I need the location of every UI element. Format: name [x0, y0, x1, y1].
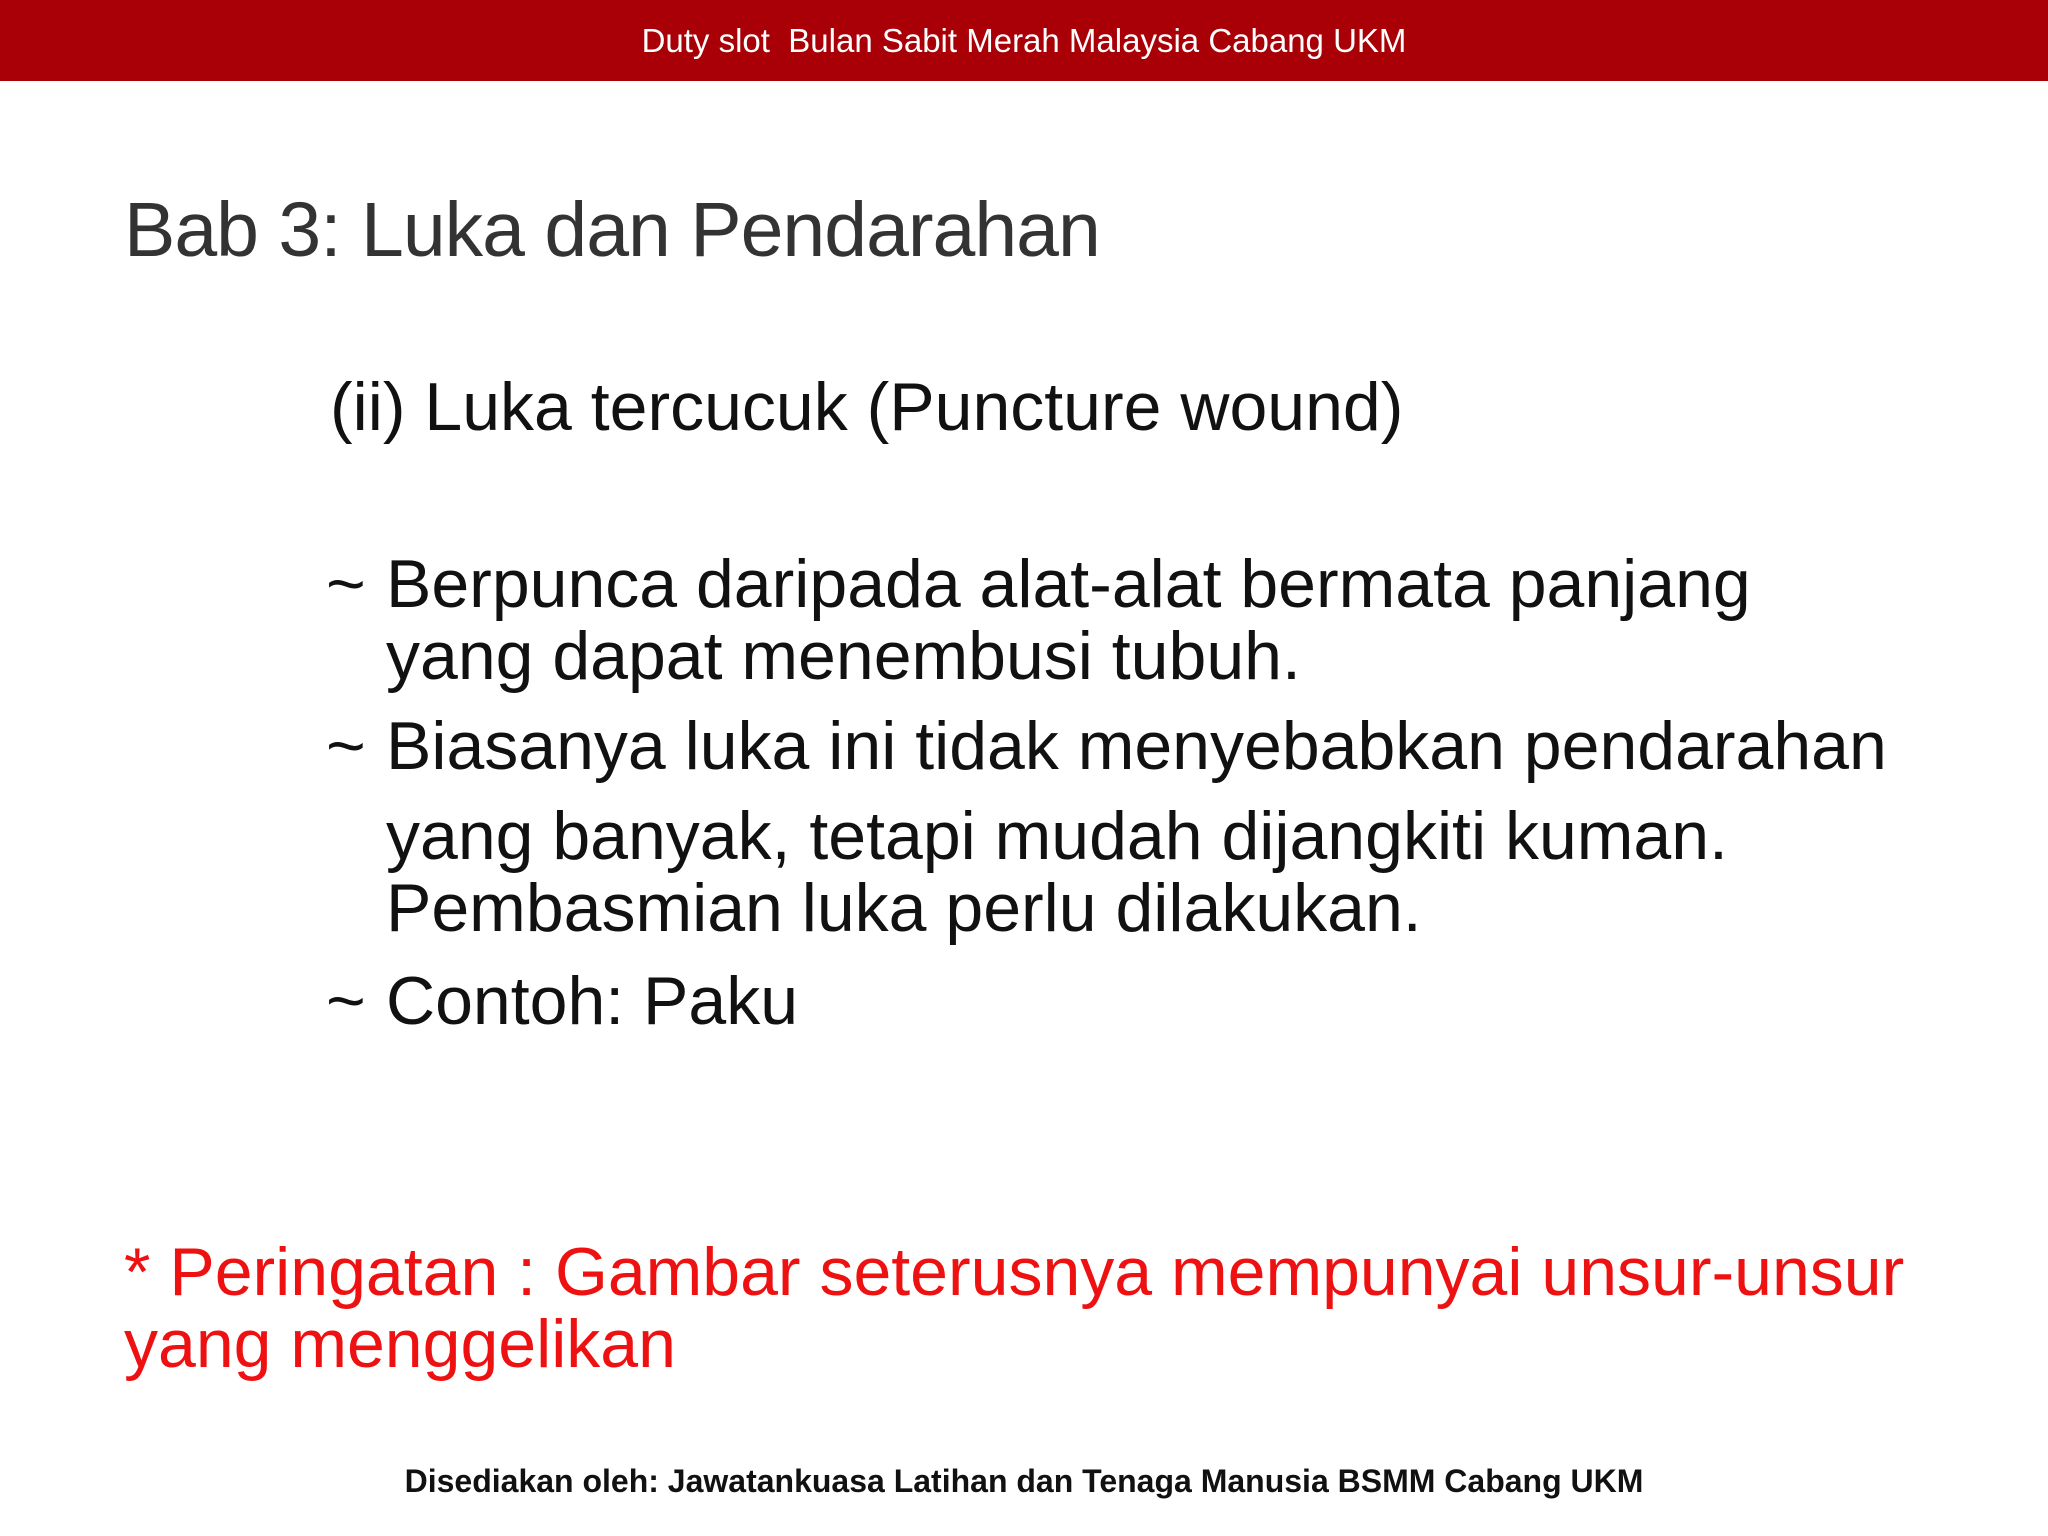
bullet-line: Pembasmian luka perlu dilakukan.: [386, 870, 1422, 946]
bullet-line: Contoh: Paku: [386, 963, 799, 1039]
warning-line: * Peringatan : Gambar seterusnya mempunyai unsur-unsur: [124, 1234, 1905, 1310]
warning-line: yang menggelikan: [124, 1306, 676, 1382]
bullet-text: [386, 965, 798, 1037]
bullet-line: Berpunca daripada alat-alat bermata panjang: [386, 546, 1751, 622]
subheading: (ii) Luka tercucuk (Puncture wound): [330, 369, 1404, 445]
bullet-line: yang banyak, tetapi mudah dijangkiti kuman.: [386, 798, 1728, 874]
warning-note: [124, 1236, 1904, 1380]
bullet-text: [386, 710, 1887, 944]
header-bar: [0, 0, 2048, 81]
bullet-line: Biasanya luka ini tidak menyebabkan pendarahan: [386, 708, 1887, 784]
bullet-text: [386, 548, 1751, 692]
bullet-marker: ~: [326, 546, 366, 622]
bullet-line: yang dapat menembusi tubuh.: [386, 618, 1301, 694]
header-text: Duty slot Bulan Sabit Merah Malaysia Cabang UKM: [641, 21, 1407, 59]
bullet-marker: ~: [326, 963, 366, 1039]
footer-credit: Disediakan oleh: Jawatankuasa Latihan dan Tenaga Manusia BSMM Cabang UKM: [404, 1463, 1644, 1499]
slide-title: Bab 3: Luka dan Pendarahan: [124, 187, 1100, 273]
bullet-marker: ~: [326, 708, 366, 784]
